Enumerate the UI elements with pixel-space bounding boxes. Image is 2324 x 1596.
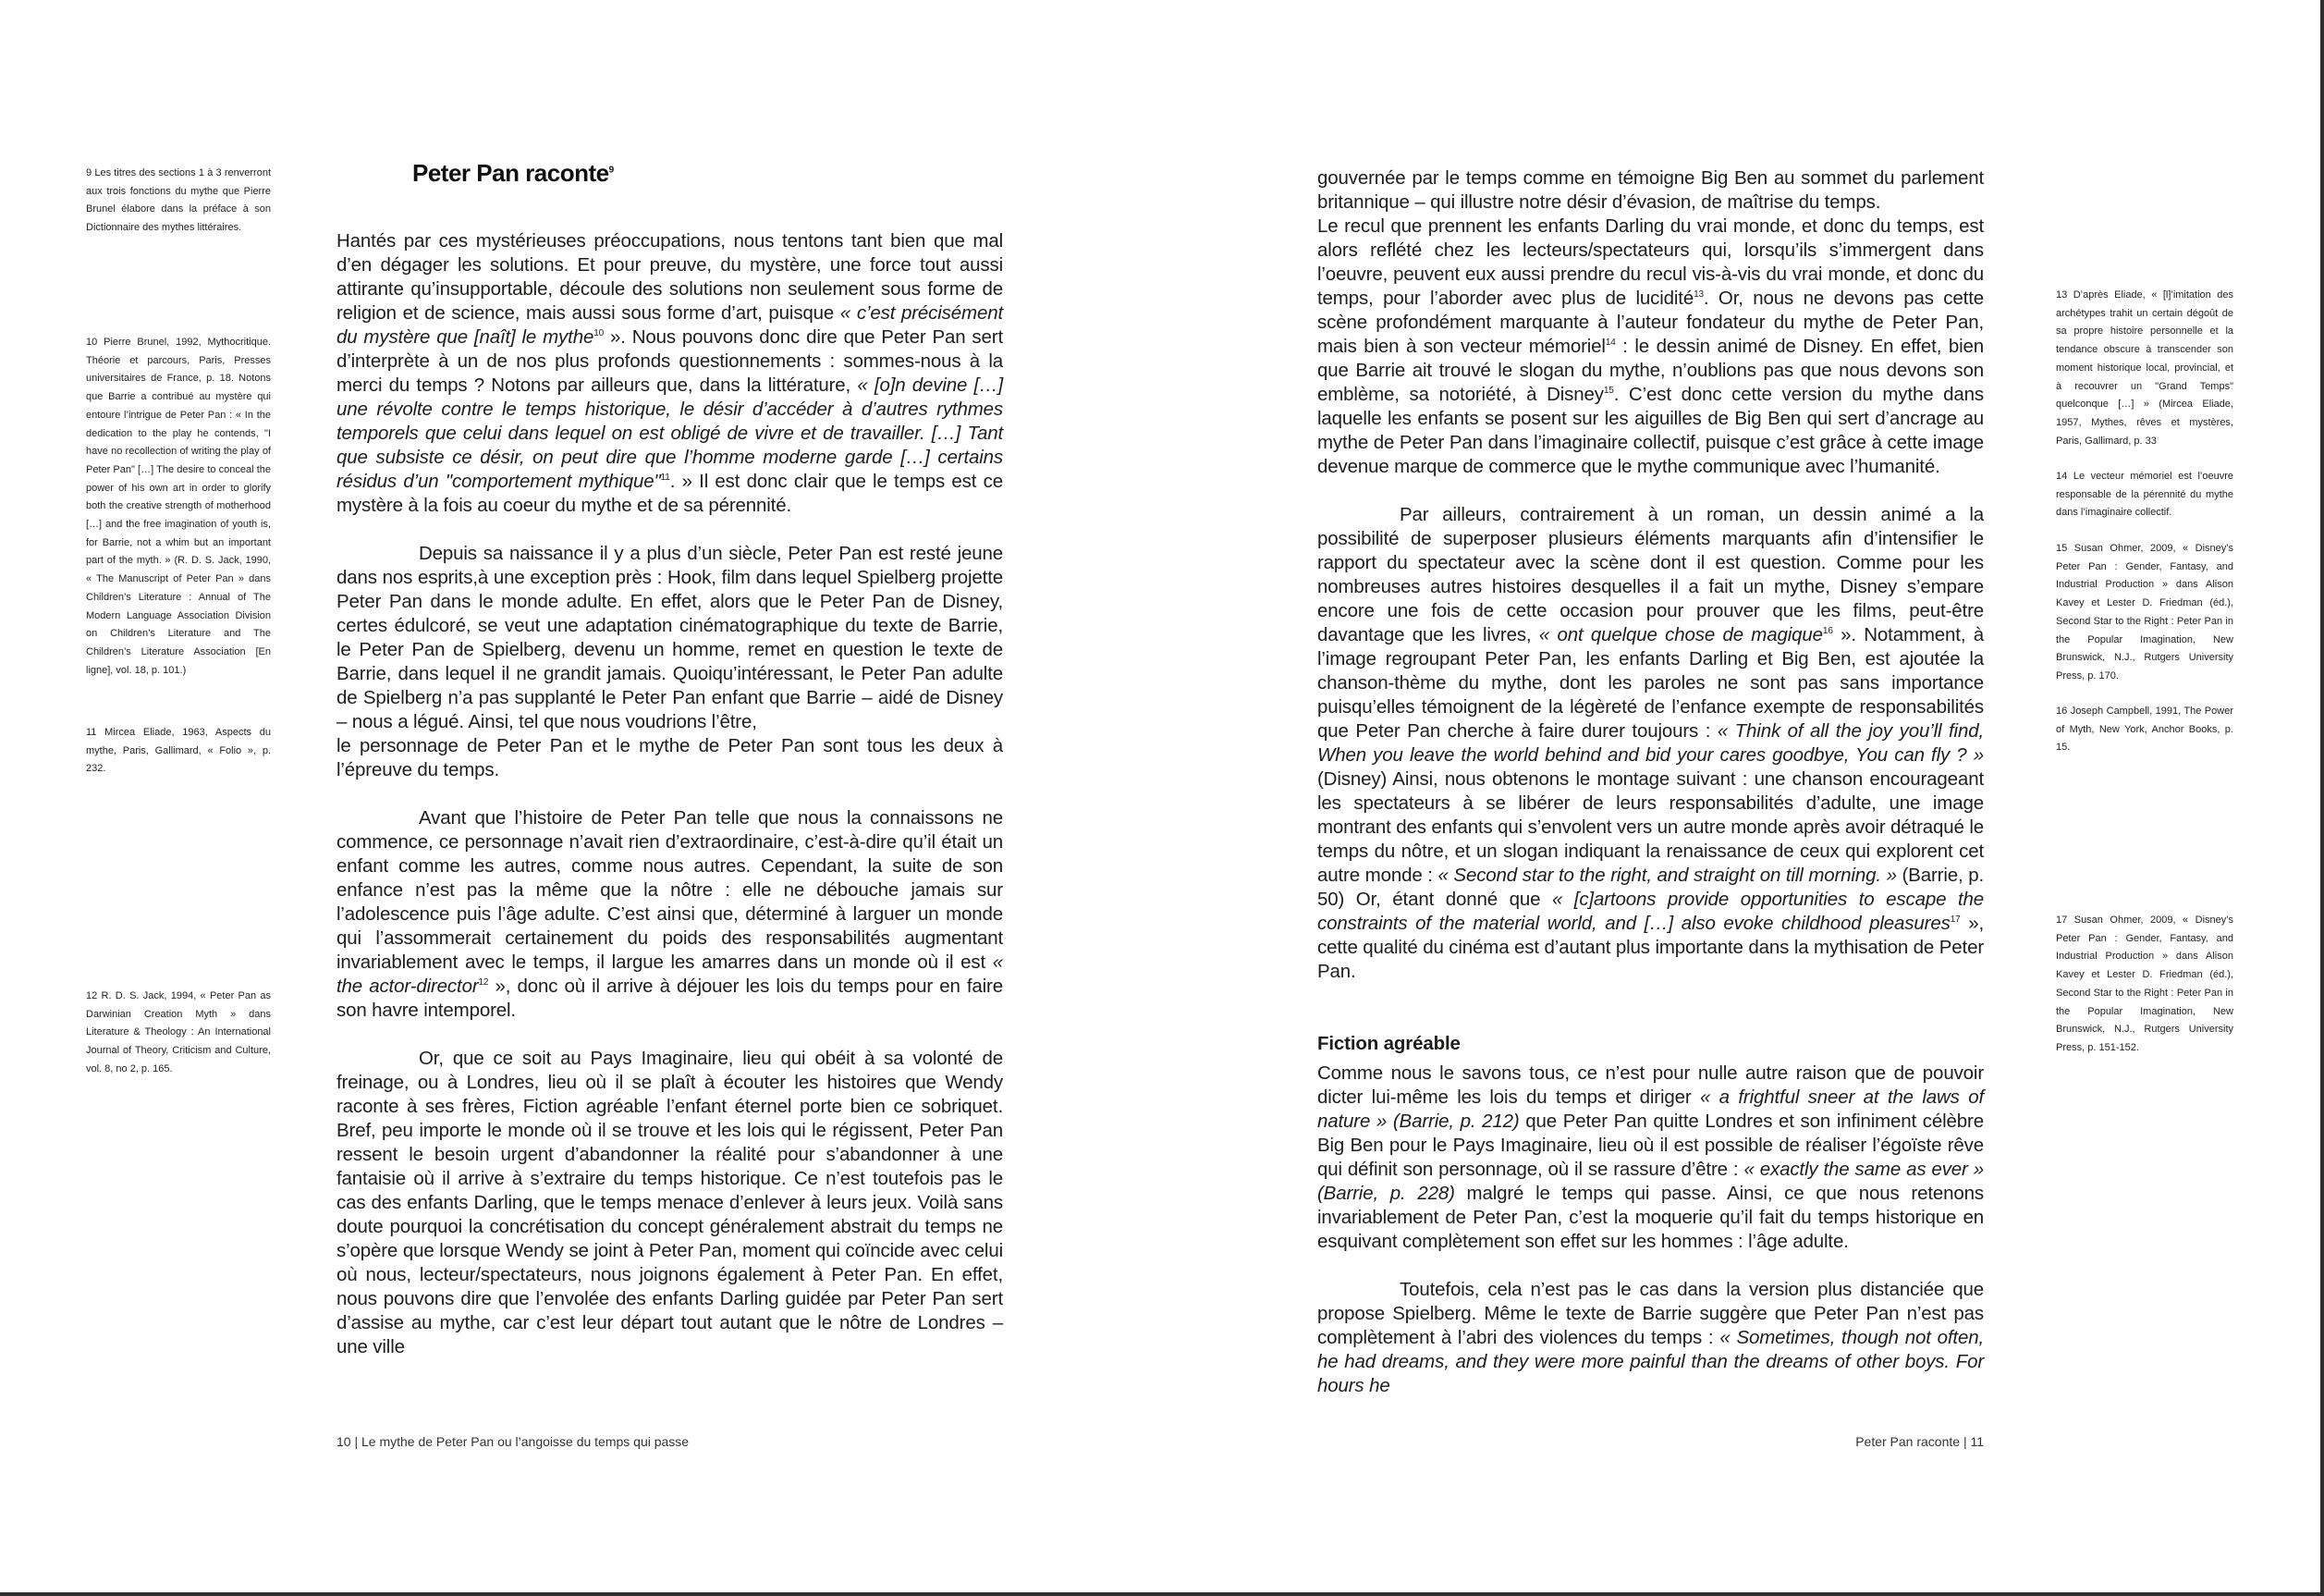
sidenote-15: 15 Susan Ohmer, 2009, « Disney’s Peter Pan : Gender, Fantasy, and Industrial Production » dans Alison Kavey et Lester D. Friedman (éd.), Second Star to the Right : Peter Pan in the Popular Imagination, New Brunswick, N.J., Rutgers University Press, p. 170. (2056, 543, 2233, 681)
paragraph: gouvernée par le temps comme en témoigne Big Ben au sommet du parlement britannique – qui illustre notre désir d’évasion, de maîtrise du temps. (1317, 167, 1984, 213)
paragraph: Comme nous le savons tous, ce n’est pour nulle autre raison que de pouvoir dicter lui-même les lois du temps et diriger « a frightful sneer at the laws of nature » (Barrie, p. 212) que Peter Pan quitte Londres et son infiniment célèbre Big Ben pour le Pays Imaginaire, lieu où il est possible de réaliser l’égoïste rêve qui définit son personnage, où il se rassure d’être : « exactly the same as ever » (Barrie, p. 228) malgré le temps qui passe. Ainsi, ce que nous retenons invariablement de Peter Pan, c’est la moquerie qu’il fait du temps historique en esquivant complètement son effet sur les hommes : l’âge adulte. (1317, 1062, 1984, 1252)
sidenote-11: 11 Mircea Eliade, 1963, Aspects du mythe, Paris, Gallimard, « Folio », p. 232. (86, 727, 271, 775)
paragraph: Depuis sa naissance il y a plus d’un siècle, Peter Pan est resté jeune dans nos esprits,à une exception près : Hook, film dans lequel Spielberg projette Peter Pan dans le monde adulte. En effet, alors que le Peter Pan de Disney, certes édulcoré, se veut une adaptation cinématographique du texte de Barrie, le Peter Pan de Spielberg, devenu un homme, remet en question le texte de Barrie, dans lequel il ne grandit jamais. Quoiqu’intéressant, le Peter Pan adulte de Spielberg n’a pas supplanté le Peter Pan enfant que Barrie – aidé de Disney – nous a légué. Ainsi, tel que nous voudrions l’être, (336, 543, 1003, 732)
sidenote-14: 14 Le vecteur mémoriel est l’oeuvre responsable de la pérennité du mythe dans l’imaginaire collectif. (2056, 471, 2233, 519)
footnote-ref-11[interactable]: 11 (660, 473, 670, 484)
sidenote-9: 9 Les titres des sections 1 à 3 renverront aux trois fonctions du mythe que Pierre Brunel élabore dans la préface à son Dictionnaire des mythes littéraires. (86, 167, 271, 234)
window-edge-right (2320, 0, 2324, 1596)
footnote-ref-15[interactable]: 15 (1603, 386, 1614, 397)
paragraph: Or, que ce soit au Pays Imaginaire, lieu qui obéit à sa volonté de freinage, ou à Londres, lieu où il se plaît à écouter les histoires que Wendy raconte à ses frères, Fiction agréable l’enfant éternel porte bien ce sobriquet. Bref, peu importe le monde où il se trouve et les lois qui le régissent, Peter Pan ressent le besoin urgent d’abandonner la réalité pour s’abandonner à une fantaisie où il arrive à s’extraire du temps historique. Ce n’est toutefois pas le cas des enfants Darling, que le temps menace d’enlever à leurs jeux. Voilà sans doute pourquoi la concrétisation du concept généralement abstrait du temps ne s’opère que lorsque Wendy se joint à Peter Pan, moment qui coïncide avec celui où nous, lecteur/spectateurs, nous joignons également à Peter Pan. En effet, nous pouvons dire que l’envolée des enfants Darling guidée par Peter Pan sert d’assise au mythe, car c’est leur départ tout autant que le nôtre de Londres – une ville (336, 1048, 1003, 1357)
footnote-ref-17[interactable]: 17 (1950, 915, 1961, 926)
paragraph: Toutefois, cela n’est pas le cas dans la version plus distanciée que propose Spielberg. Même le texte de Barrie suggère que Peter Pan n’est pas complètement à l’abri des violences du temps : « Sometimes, though not often, he had dreams, and they were more painful than the dreams of other boys. For hours he (1317, 1279, 1984, 1396)
sidenote-12: 12 R. D. S. Jack, 1994, « Peter Pan as Darwinian Creation Myth » dans Literature & Theology : An International Journal of Theory, Criticism and Culture, vol. 8, no 2, p. 165. (86, 990, 271, 1074)
paragraph: Le recul que prennent les enfants Darling du vrai monde, et donc du temps, est alors reflété chez les lecteurs/spectateurs qui, lorsqu’ils s’immergent dans l’oeuvre, peuvent eux aussi prendre du recul vis-à-vis du vrai monde, et donc du temps, pour l’aborder avec plus de lucidité$^{13}$. Or, nous ne devons pas cette scène profondément marquante à l’auteur fondateur du mythe de Peter Pan, mais bien à son vecteur mémoriel$^{14}$ : le dessin animé de Disney. En effet, bien que Barrie ait trouvé le slogan du mythe, n’oublions pas que nous devons son emblème, sa notoriété, à Disney$^{15}$. C’est donc cette version du mythe dans laquelle les enfants se posent sur les aiguilles de Big Ben qui sert d’ancrage au mythe de Peter Pan dans l’imaginaire collectif, puisque c’est grâce à cette image devenue marque de commerce que le mythe communique avec l’humanité. (1317, 215, 1984, 477)
chapter-title (412, 159, 614, 188)
sidenote-13: 13 D’après Eliade, « [l]’imitation des archétypes trahit un certain dégoût de sa propre histoire personnelle et la tendance obscure à transcender son moment historique local, provincial, et à recouvrer un "Grand Temps" quelconque […] » (Mircea Eliade, 1957, Mythes, rêves et mystères, Paris, Gallimard, p. 33 (2056, 289, 2233, 447)
footnote-ref-9[interactable]: 9 (608, 165, 614, 176)
left-page-footer: 10 | Le mythe de Peter Pan ou l’angoisse du temps qui passe (336, 1434, 690, 1449)
footnote-ref-13[interactable]: 13 (1694, 289, 1704, 301)
window-edge-bottom (0, 1592, 2324, 1596)
chapter-title-text: Peter Pan raconte (412, 159, 609, 187)
paragraph: Hantés par ces mystérieuses préoccupations, nous tentons tant bien que mal d’en dégager les solutions. Et pour preuve, du mystère, une force tout aussi attirante qu’insupportable, découle des solutions non seulement sous forme de religion et de science, mais aussi sous forme d’art, puisque « c’est précisément du mystère que [naît] le mythe$^{10}$ ». Nous pouvons donc dire que Peter Pan sert d’interprète à un de nos plus profonds questionnements : sommes-nous à la merci du temps ? Notons par ailleurs que, dans la littérature, « [o]n devine […] une révolte contre le temps historique, le désir d’accéder à d’autres rythmes temporels que celui dans lequel on est obligé de vivre et de travailler. […] Tant que subsiste ce désir, on peut dire que l’homme moderne garde […] certains résidus d’un "comportement mythique"$^{11}$. » Il est donc clair que le temps est ce mystère à la fois au coeur du mythe et de sa pérennité. (336, 230, 1003, 516)
sidenote-10: 10 Pierre Brunel, 1992, Mythocritique. Théorie et parcours, Paris, Presses universitaires de France, p. 18. Notons que Barrie a contribué au mystère qui entoure l’intrigue de Peter Pan : « In the dedication to the play he contends, "I have no recollection of writing the play of Peter Pan" […] The desire to conceal the power of his own art in order to glorify both the creative strength of motherhood […] and the free imagination of youth is, for Barrie, not a whim but an important part of the myth. » (R. D. S. Jack, 1990, « The Manuscript of Peter Pan » dans Children’s Literature : Annual of The Modern Language Association Division on Children’s Literature and The Children’s Literature Association [En ligne], vol. 18, p. 101.) (86, 337, 271, 676)
footnote-ref-12[interactable]: 12 (478, 977, 489, 988)
sidenote-17: 17 Susan Ohmer, 2009, « Disney’s Peter Pan : Gender, Fantasy, and Industrial Production » dans Alison Kavey et Lester D. Friedman (éd.), Second Star to the Right : Peter Pan in the Popular Imagination, New Brunswick, N.J., Rutgers University Press, p. 151-152. (2056, 915, 2233, 1053)
footnote-ref-14[interactable]: 14 (1605, 338, 1616, 349)
section-heading: Fiction agréable (1317, 1033, 1461, 1054)
left-page (0, 0, 1162, 1592)
footnote-ref-16[interactable]: 16 (1822, 626, 1833, 637)
right-page (1162, 0, 2320, 1592)
paragraph: Avant que l’histoire de Peter Pan telle que nous la connaissons ne commence, ce personnage n’avait rien d’extraordinaire, c’est-à-dire qu’il était un enfant comme les autres, comme nous autres. Cependant, la suite de son enfance n’est pas la même que la nôtre : elle ne débouche jamais sur l’adolescence puis l’âge adulte. C’est ainsi que, déterminé à larguer un monde qui l’assommerait certainement du poids des responsabilités augmentant invariablement avec le temps, il largue les amarres dans un monde où il est « the actor-director$^{12}$ », donc où il arrive à déjouer les lois du temps pour en faire son havre intemporel. (336, 807, 1003, 1021)
right-body (1317, 166, 1984, 1398)
paragraph: le personnage de Peter Pan et le mythe de Peter Pan sont tous les deux à l’épreuve du temps. (336, 735, 1003, 780)
footnote-ref-10[interactable]: 10 (593, 328, 605, 339)
left-body (336, 229, 1003, 1359)
right-page-footer: Peter Pan raconte | 11 (1855, 1434, 1984, 1449)
sidenote-16: 16 Joseph Campbell, 1991, The Power of Myth, New York, Anchor Books, p. 15. (2056, 706, 2233, 754)
paragraph: Par ailleurs, contrairement à un roman, un dessin animé a la possibilité de superposer plusieurs éléments marquants afin d’intensifier le rapport du spectateur avec la scène dont il est question. Comme pour les nombreuses autres histoires desquelles il a fait un mythe, Disney s’empare encore une fois de cette occasion pour prouver que les films, peut-être davantage que les livres, « ont quelque chose de magique$^{16}$ ». Notamment, à l’image regroupant Peter Pan, les enfants Darling et Big Ben, est ajoutée la chanson-thème du mythe, dont les paroles ne sont pas sans importance puisqu’elles témoignent de la légèreté de l’enfance exempte de responsabilités que Peter Pan cherche à faire durer toujours : « Think of all the joy you’ll find, When you leave the world behind and bid your cares goodbye, You can fly ? » (Disney) Ainsi, nous obtenons le montage suivant : une chanson encourageant les spectateurs à se libérer de leurs responsabilités d’adulte, une image montrant des enfants qui s’envolent vers un autre monde après avoir détraqué le temps du nôtre, et un slogan indiquant la renaissance de ceux qui explorent cet autre monde : « Second star to the right, and straight on till morning. » (Barrie, p. 50) Or, étant donné que « [c]artoons provide opportunities to escape the constraints of the material world, and […] also evoke childhood pleasures$^{17}$ », cette qualité du cinéma est d’autant plus importante dans la mythisation de Peter Pan. (1317, 504, 1985, 982)
